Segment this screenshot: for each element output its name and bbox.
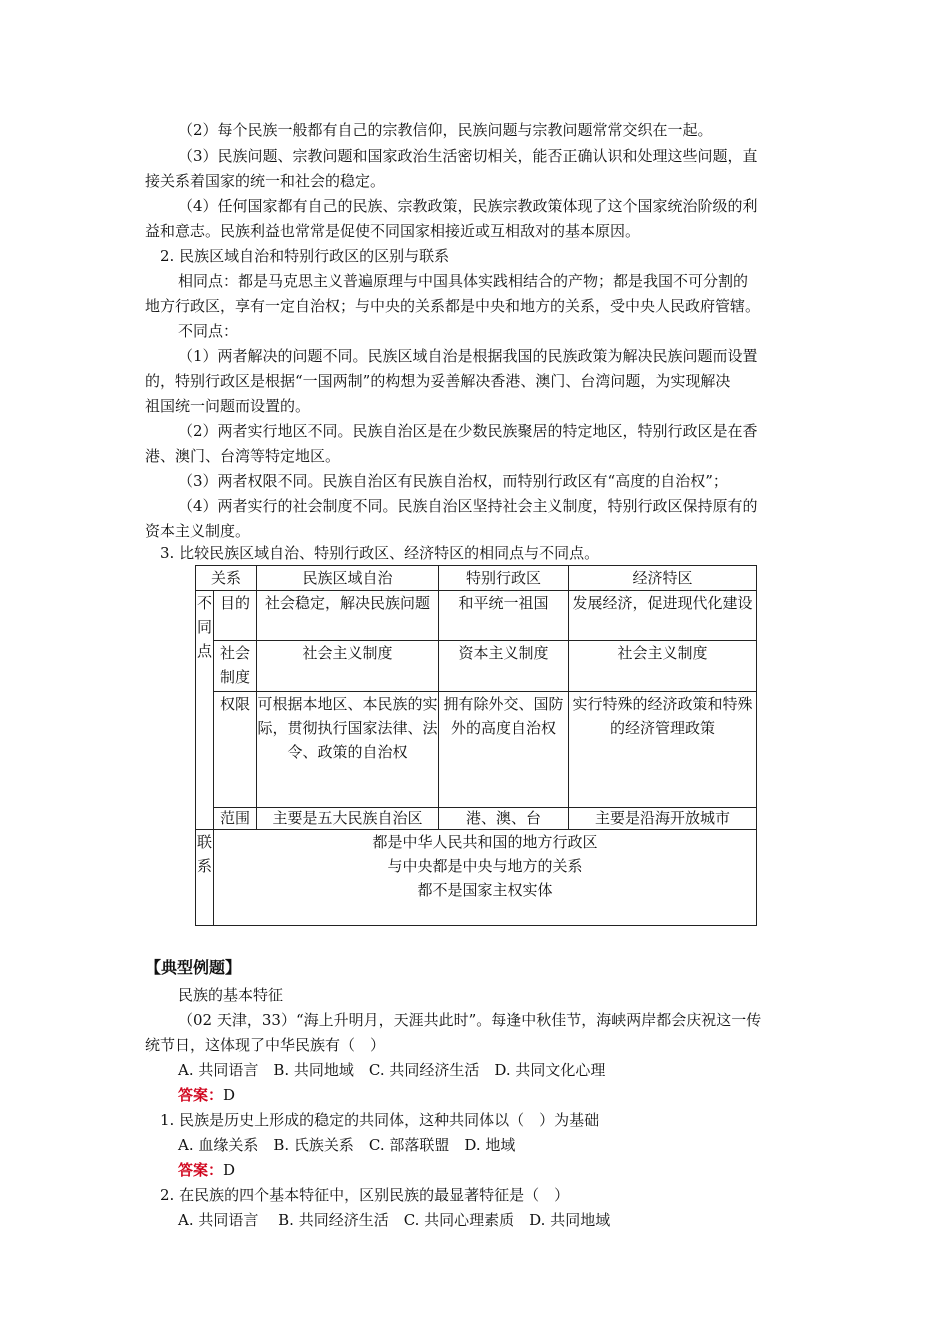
table-row [196,641,757,692]
paragraph-policy-line1: （4）任何国家都有自己的民族、宗教政策，民族宗教政策体现了这个国家统治阶级的利 [178,197,758,215]
cell-system-sar: 资本主义制度 [439,641,569,692]
examples-section-title: 【典型例题】 [145,958,242,977]
cell-system-autonomy: 社会主义制度 [257,641,439,692]
paragraph-politics-line2: 接关系着国家的统一和社会的稳定。 [145,172,386,190]
link-line-3: 都不是国家主权实体 [417,881,553,899]
table-row [196,808,757,830]
table-header-row [196,566,757,591]
cell-authority-autonomy: 可根据本地区、本民族的实际，贯彻执行国家法律、法令、政策的自治权 [257,692,439,808]
row-label-authority: 权限 [214,692,257,808]
cell-system-sez: 社会主义制度 [569,641,757,692]
similarity-line2: 地方行政区，享有一定自治权；与中央的关系都是中央和地方的关系，受中央人民政府管辖。 [145,297,761,315]
paragraph-policy-line2: 益和意志。民族利益也常常是促使不同国家相接近或互相敌对的基本原因。 [145,222,641,240]
question-0-answer [178,1085,235,1105]
question-0-line2: 统节日，这体现了中华民族有（ ） [145,1036,386,1054]
header-sez: 经济特区 [569,566,757,591]
answer-label: 答案： [178,1161,224,1179]
difference-1-line1: （1）两者解决的问题不同。民族区域自治是根据我国的民族政策为解决民族问题而设置 [178,347,758,365]
diff-label-cell: 不同点 [196,591,214,830]
answer-value: D [223,1161,236,1179]
answer-value: D [223,1086,236,1104]
answer-label: 答案： [178,1086,224,1104]
heading-section-2: 2. 民族区域自治和特别行政区的区别与联系 [160,247,450,265]
question-0-options: A. 共同语言 B. 共同地域 C. 共同经济生活 D. 共同文化心理 [178,1061,606,1079]
question-1-options: A. 血缘关系 B. 氏族关系 C. 部落联盟 D. 地域 [178,1136,516,1154]
header-ethnic-autonomy: 民族区域自治 [257,566,439,591]
cell-authority-sar: 拥有除外交、国防外的高度自治权 [439,692,569,808]
row-label-scope: 范围 [214,808,257,830]
difference-4-line2: 资本主义制度。 [145,522,251,540]
paragraph-religion: （2）每个民族一般都有自己的宗教信仰，民族问题与宗教问题常常交织在一起。 [178,121,713,139]
table-row [196,591,757,641]
comparison-table [195,565,757,926]
table-row [196,692,757,808]
cell-scope-sez: 主要是沿海开放城市 [569,808,757,830]
similarity-line1: 相同点：都是马克思主义普遍原理与中国具体实践相结合的产物；都是我国不可分割的 [178,272,749,290]
cell-authority-sez: 实行特殊的经济政策和特殊的经济管理政策 [569,692,757,808]
difference-3: （3）两者权限不同。民族自治区有民族自治权，而特别行政区有“高度的自治权”； [178,472,728,490]
question-2: 2. 在民族的四个基本特征中，区别民族的最显著特征是（ ） [160,1186,570,1204]
difference-4-line1: （4）两者实行的社会制度不同。民族自治区坚持社会主义制度，特别行政区保持原有的 [178,497,758,515]
cell-scope-sar: 港、澳、台 [439,808,569,830]
link-line-1: 都是中华人民共和国的地方行政区 [372,833,598,851]
difference-2-line1: （2）两者实行地区不同。民族自治区是在少数民族聚居的特定地区，特别行政区是在香 [178,422,758,440]
difference-2-line2: 港、澳门、台湾等特定地区。 [145,447,341,465]
question-2-options: A. 共同语言 B. 共同经济生活 C. 共同心理素质 D. 共同地域 [178,1211,611,1229]
difference-1-line2: 的，特别行政区是根据“一国两制”的构想为妥善解决香港、澳门、台湾问题，为实现解决 [145,372,731,390]
table-row-link [196,830,757,926]
question-1: 1. 民族是历史上形成的稳定的共同体，这种共同体以（ ）为基础 [160,1111,600,1129]
question-0-line1: （02 天津，33）“海上升明月，天涯共此时”。每逢中秋佳节，海峡两岸都会庆祝这一传 [178,1011,762,1029]
difference-1-line3: 祖国统一问题而设置的。 [145,397,311,415]
header-relation: 关系 [196,566,257,591]
row-label-system: 社会制度 [214,641,257,692]
cell-purpose-sar: 和平统一祖国 [439,591,569,641]
link-content-cell [214,830,757,926]
paragraph-politics-line1: （3）民族问题、宗教问题和国家政治生活密切相关，能否正确认识和处理这些问题，直 [178,147,758,165]
examples-topic: 民族的基本特征 [178,986,284,1004]
cell-purpose-autonomy: 社会稳定，解决民族问题 [257,591,439,641]
link-line-2: 与中央都是中央与地方的关系 [387,857,583,875]
row-label-purpose: 目的 [214,591,257,641]
cell-purpose-sez: 发展经济，促进现代化建设 [569,591,757,641]
cell-scope-autonomy: 主要是五大民族自治区 [257,808,439,830]
question-1-answer [178,1160,235,1180]
link-label-cell: 联系 [196,830,214,926]
difference-heading: 不同点： [178,322,239,340]
header-sar: 特别行政区 [439,566,569,591]
heading-section-3: 3. 比较民族区域自治、特别行政区、经济特区的相同点与不同点。 [160,544,600,562]
